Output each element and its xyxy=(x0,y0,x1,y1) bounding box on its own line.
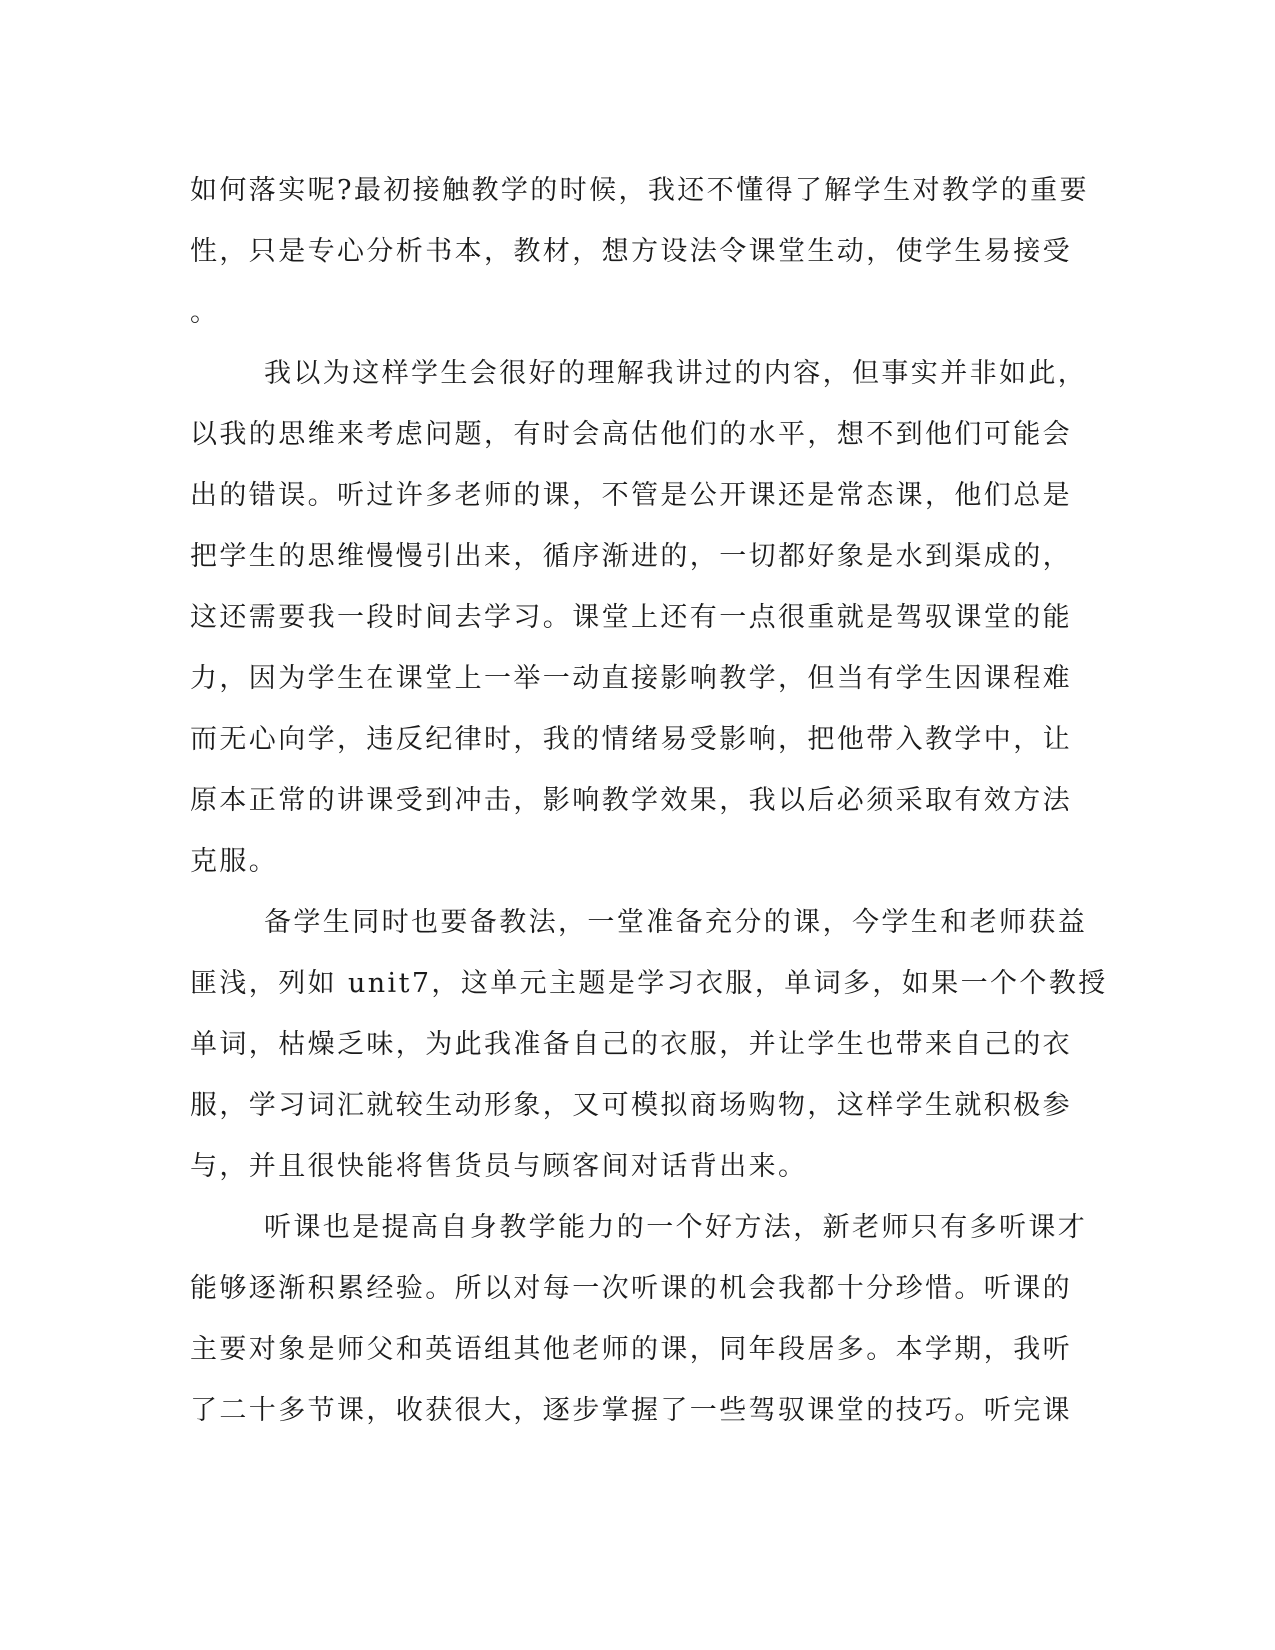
text-line: 了二十多节课，收获很大，逐步掌握了一些驾驭课堂的技巧。听完课 xyxy=(190,1395,1072,1426)
paragraph-first-line: 备学生同时也要备教法，一堂准备充分的课，今学生和老师获益 xyxy=(264,907,1088,938)
text-line: 单词，枯燥乏味，为此我准备自己的衣服，并让学生也带来自己的衣 xyxy=(190,1029,1072,1060)
paragraph-first-line: 我以为这样学生会很好的理解我讲过的内容，但事实并非如此， xyxy=(264,358,1088,389)
body-text xyxy=(190,160,1108,1441)
text-line: 与，并且很快能将售货员与顾客间对话背出来。 xyxy=(190,1151,808,1182)
text-line: 主要对象是师父和英语组其他老师的课，同年段居多。本学期，我听 xyxy=(190,1334,1072,1365)
text-line: 而无心向学，违反纪律时，我的情绪易受影响，把他带入教学中，让 xyxy=(190,724,1072,755)
text-line: 以我的思维来考虑问题，有时会高估他们的水平，想不到他们可能会 xyxy=(190,419,1072,450)
text-line: 匪浅，列如 unit7，这单元主题是学习衣服，单词多，如果一个个教授 xyxy=(190,968,1108,999)
text-line: 力，因为学生在课堂上一举一动直接影响教学，但当有学生因课程难 xyxy=(190,663,1072,694)
text-line: 服，学习词汇就较生动形象，又可模拟商场购物，这样学生就积极参 xyxy=(190,1090,1072,1121)
paragraph-first-line: 听课也是提高自身教学能力的一个好方法，新老师只有多听课才 xyxy=(264,1212,1088,1243)
text-line: 能够逐渐积累经验。所以对每一次听课的机会我都十分珍惜。听课的 xyxy=(190,1273,1072,1304)
text-line: 性，只是专心分析书本，教材，想方设法令课堂生动，使学生易接受 xyxy=(190,236,1072,267)
text-line: 出的错误。听过许多老师的课，不管是公开课还是常态课，他们总是 xyxy=(190,480,1072,511)
text-line: 。 xyxy=(190,297,220,328)
text-line: 如何落实呢?最初接触教学的时候，我还不懂得了解学生对教学的重要 xyxy=(190,175,1089,206)
text-line: 把学生的思维慢慢引出来，循序渐进的，一切都好象是水到渠成的， xyxy=(190,541,1072,572)
text-line: 克服。 xyxy=(190,846,279,877)
text-line: 原本正常的讲课受到冲击，影响教学效果，我以后必须采取有效方法 xyxy=(190,785,1072,816)
text-line: 这还需要我一段时间去学习。课堂上还有一点很重就是驾驭课堂的能 xyxy=(190,602,1072,633)
